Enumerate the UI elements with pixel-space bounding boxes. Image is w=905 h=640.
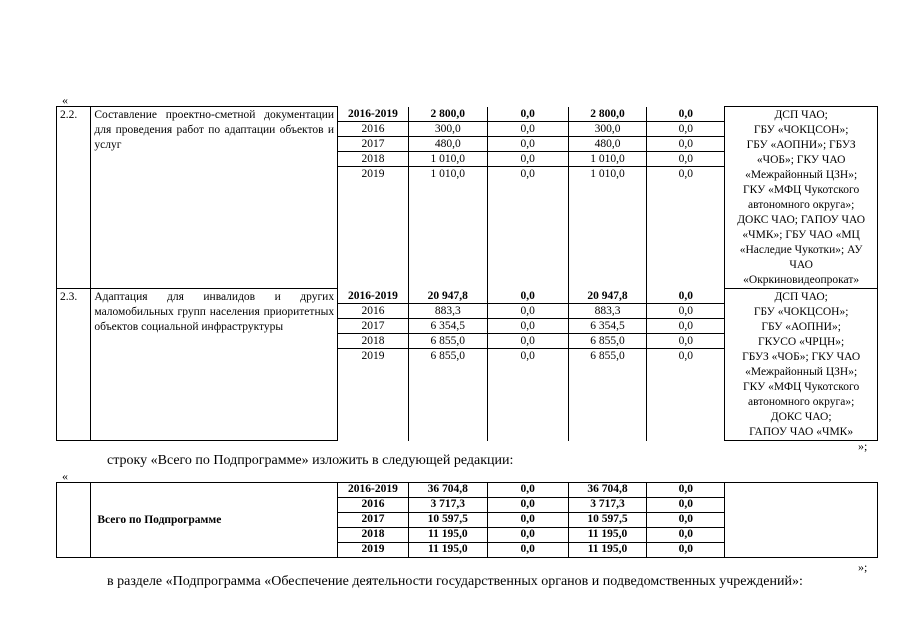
cell-other: 0,0: [647, 137, 724, 152]
column-other: [647, 107, 725, 289]
cell-years: 2017: [338, 319, 408, 334]
cell-district: 883,3: [569, 304, 647, 319]
cell-fed: 0,0: [488, 319, 568, 334]
total-empty-number: [57, 483, 91, 558]
cell-total: 2 800,0: [409, 107, 487, 122]
column-fed: [487, 289, 568, 441]
executor-line: автономного округа»;: [748, 396, 855, 408]
cell-other: 0,0: [678, 167, 694, 180]
executor-line: «Межрайонный ЦЗН»;: [745, 169, 858, 181]
cell-district: 6 354,5: [569, 319, 647, 334]
open-quote-2: «: [62, 469, 68, 483]
measure-number: 2.3.: [57, 289, 91, 441]
cell-other: 0,0: [647, 122, 724, 137]
cell-total: 1 010,0: [409, 152, 487, 167]
total-cell: 36 704,8: [408, 483, 487, 498]
cell-total: 300,0: [409, 122, 487, 137]
cell-other: 0,0: [647, 289, 724, 304]
cell-years: 2018: [338, 152, 408, 167]
total-row: [57, 483, 878, 498]
cell-total: 20 947,8: [409, 289, 487, 304]
executors-cell: [725, 107, 878, 289]
executor-line: «Окркиновидеопрокат»: [743, 274, 860, 286]
total-cell: 2019: [338, 543, 409, 558]
cell-total: 480,0: [409, 137, 487, 152]
close-quote-1: »;: [858, 439, 868, 453]
total-cell: 2017: [338, 513, 409, 528]
measure-row: [57, 289, 878, 441]
total-cell: 3 717,3: [568, 498, 647, 513]
executor-line: автономного округа»;: [748, 199, 855, 211]
executor-line: ДОКС ЧАО; ГАПОУ ЧАО: [737, 214, 866, 226]
total-cell: 3 717,3: [408, 498, 487, 513]
total-cell: 0,0: [647, 498, 725, 513]
cell-total: 6 354,5: [409, 319, 487, 334]
cell-other: 0,0: [647, 319, 724, 334]
close-quote-2: »;: [858, 560, 868, 574]
cell-years: 2019: [361, 349, 385, 362]
column-total: [408, 289, 487, 441]
executor-line: ГКУ «МФЦ Чукотского: [743, 381, 860, 393]
total-cell: 0,0: [647, 513, 725, 528]
cell-years: 2019: [361, 167, 385, 180]
total-cell: 0,0: [647, 543, 725, 558]
measure-number: 2.2.: [57, 107, 91, 289]
executor-line: «Межрайонный ЦЗН»;: [745, 366, 858, 378]
cell-years: 2017: [338, 137, 408, 152]
cell-fed: 0,0: [488, 304, 568, 319]
cell-years: 2016-2019: [338, 289, 408, 304]
total-cell: 36 704,8: [568, 483, 647, 498]
instruction-paragraph-2: в разделе «Подпрограмма «Обеспечение деятельности государственных органов и подведомственных учреждений»:: [107, 574, 803, 589]
cell-district: 6 855,0: [569, 334, 647, 349]
cell-years: 2016-2019: [338, 107, 408, 122]
measure-row: [57, 107, 878, 289]
total-cell: 2016: [338, 498, 409, 513]
cell-fed: 0,0: [488, 137, 568, 152]
cell-other: 0,0: [678, 349, 694, 362]
cell-fed: 0,0: [488, 107, 568, 122]
column-years: [338, 289, 409, 441]
total-cell: 2018: [338, 528, 409, 543]
total-cell: 0,0: [647, 483, 725, 498]
executor-line: ГБУ «АОПНИ»; ГБУЗ: [746, 139, 856, 151]
cell-district: 20 947,8: [569, 289, 647, 304]
total-cell: 11 195,0: [408, 528, 487, 543]
cell-fed: 0,0: [520, 349, 535, 362]
executor-line: ГКУ «МФЦ Чукотского: [743, 184, 860, 196]
total-cell: 0,0: [487, 543, 568, 558]
cell-fed: 0,0: [488, 334, 568, 349]
measure-description: Составление проектно-сметной документации для проведения работ по адаптации объектов и услуг: [91, 107, 338, 289]
total-empty-executors: [725, 483, 878, 558]
total-label: Всего по Подпрограмме: [91, 483, 338, 558]
cell-total: 6 855,0: [409, 334, 487, 349]
instruction-paragraph-1: строку «Всего по Подпрограмме» изложить в следующей редакции:: [107, 453, 514, 468]
executor-line: ГБУ «ЧОКЦСОН»;: [753, 124, 849, 136]
cell-fed: 0,0: [520, 167, 535, 180]
total-cell: 11 195,0: [568, 528, 647, 543]
cell-total: 883,3: [409, 304, 487, 319]
column-district: [568, 107, 647, 289]
cell-fed: 0,0: [488, 122, 568, 137]
cell-other: 0,0: [647, 107, 724, 122]
total-cell: 0,0: [487, 528, 568, 543]
column-district: [568, 289, 647, 441]
executor-line: ГБУ «ЧОКЦСОН»;: [753, 306, 849, 318]
cell-district: 300,0: [569, 122, 647, 137]
executor-line: ГБУ «АОПНИ»;: [761, 321, 841, 333]
cell-years: 2016: [338, 122, 408, 137]
cell-other: 0,0: [647, 152, 724, 167]
cell-total: 1 010,0: [430, 167, 466, 180]
measures-table: [56, 106, 878, 441]
executor-line: ГКУСО «ЧРЦН»;: [758, 336, 845, 348]
executor-line: ДСП ЧАО;: [774, 291, 828, 303]
total-cell: 11 195,0: [568, 543, 647, 558]
executors-cell: [725, 289, 878, 441]
cell-other: 0,0: [647, 304, 724, 319]
cell-fed: 0,0: [488, 152, 568, 167]
cell-district: 1 010,0: [569, 152, 647, 167]
total-cell: 2016-2019: [338, 483, 409, 498]
executor-line: ГБУЗ «ЧОБ»; ГКУ ЧАО: [742, 351, 861, 363]
cell-fed: 0,0: [488, 289, 568, 304]
cell-other: 0,0: [647, 334, 724, 349]
measure-description: Адаптация для инвалидов и других маломобильных групп населения приоритетных объектов социальной инфраструктуры: [91, 289, 338, 441]
column-total: [408, 107, 487, 289]
executor-line: «Наследие Чукотки»; АУ: [739, 244, 863, 256]
cell-years: 2018: [338, 334, 408, 349]
cell-district: 1 010,0: [590, 167, 625, 180]
executor-line: ДСП ЧАО;: [774, 109, 828, 121]
cell-district: 2 800,0: [569, 107, 647, 122]
column-other: [647, 289, 725, 441]
executor-line: ГАПОУ ЧАО «ЧМК»: [749, 426, 854, 438]
cell-years: 2016: [338, 304, 408, 319]
executor-line: «ЧМК»; ГБУ ЧАО «МЦ: [742, 229, 860, 241]
total-cell: 0,0: [487, 483, 568, 498]
total-cell: 0,0: [647, 528, 725, 543]
total-table: [56, 482, 878, 558]
column-fed: [487, 107, 568, 289]
total-cell: 0,0: [487, 498, 568, 513]
executor-line: ЧАО: [789, 259, 813, 271]
cell-district: 480,0: [569, 137, 647, 152]
open-quote-1: «: [62, 93, 68, 107]
executor-line: «ЧОБ»; ГКУ ЧАО: [756, 154, 846, 166]
total-cell: 0,0: [487, 513, 568, 528]
total-cell: 10 597,5: [408, 513, 487, 528]
total-cell: 10 597,5: [568, 513, 647, 528]
column-years: [338, 107, 409, 289]
total-cell: 11 195,0: [408, 543, 487, 558]
cell-total: 6 855,0: [430, 349, 466, 362]
cell-district: 6 855,0: [590, 349, 625, 362]
executor-line: ДОКС ЧАО;: [770, 411, 832, 423]
